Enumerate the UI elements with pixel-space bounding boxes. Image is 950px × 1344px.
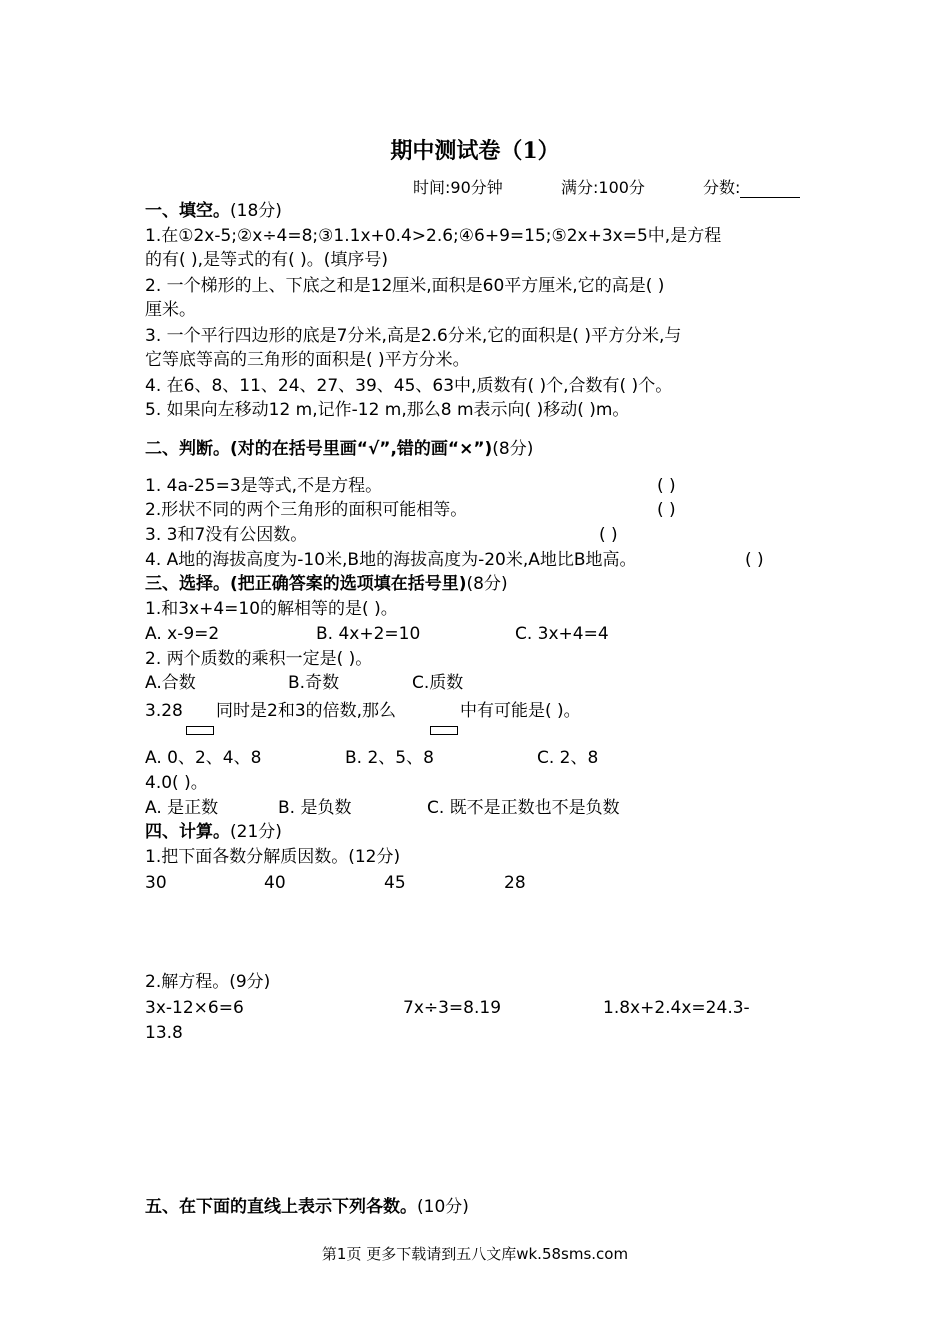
s1-q5: 5. 如果向左移动12 m,记作-12 m,那么8 m表示向( )移动( )m。 — [145, 400, 630, 420]
section2-heading — [145, 437, 533, 461]
s1-q3-line2: 它等底等高的三角形的面积是( )平方分米。 — [145, 350, 470, 370]
s3-q1: 1.和3x+4=10的解相等的是( )。 — [145, 599, 398, 619]
section4-points: (21分) — [230, 822, 282, 842]
s4-q2: 2.解方程。(9分) — [145, 972, 271, 992]
s3-q4-option-c: C. 既不是正数也不是负数 — [427, 798, 620, 818]
section1-points: (18分) — [230, 201, 282, 221]
s2-q2: 2.形状不同的两个三角形的面积可能相等。 — [145, 500, 468, 520]
s3-q3-part3: 中有可能是( )。 — [460, 701, 581, 721]
s3-q2-option-a: A.合数 — [145, 673, 196, 693]
equation-3: 1.8x+2.4x=24.3- — [603, 998, 750, 1018]
s2-q2-paren[interactable]: ( ) — [657, 500, 676, 520]
s1-q1-line2: 的有( ),是等式的有( )。(填序号) — [145, 250, 389, 270]
factor-number: 28 — [504, 873, 526, 893]
score-label: 分数: — [703, 178, 741, 197]
s3-q3-option-c: C. 2、8 — [537, 748, 599, 768]
section1-heading — [145, 199, 282, 223]
page-title: 期中测试卷（1） — [390, 138, 560, 164]
s3-q3-part1: 3.28 — [145, 701, 183, 721]
s3-q4-option-a: A. 是正数 — [145, 798, 219, 818]
s3-q1-option-c: C. 3x+4=4 — [515, 624, 609, 644]
s2-q4: 4. A地的海拔高度为-10米,B地的海拔高度为-20米,A地比B地高。 — [145, 550, 637, 570]
s1-q2-line1: 2. 一个梯形的上、下底之和是12厘米,面积是60平方厘米,它的高是( ) — [145, 276, 665, 296]
equation-1: 3x-12×6=6 — [145, 998, 244, 1018]
exam-time: 时间:90分钟 — [413, 178, 503, 197]
s3-q3-part2: 同时是2和3的倍数,那么 — [216, 701, 397, 721]
section3-heading — [145, 572, 508, 596]
s3-q2: 2. 两个质数的乘积一定是( )。 — [145, 649, 373, 669]
s3-q2-option-c: C.质数 — [412, 673, 464, 693]
section1-title: 一、填空。 — [145, 201, 230, 221]
s2-q3: 3. 3和7没有公因数。 — [145, 525, 308, 545]
s4-q1: 1.把下面各数分解质因数。(12分) — [145, 847, 401, 867]
s1-q2-line2: 厘米。 — [145, 300, 196, 320]
s1-q3-line1: 3. 一个平行四边形的底是7分米,高是2.6分米,它的面积是( )平方分米,与 — [145, 326, 682, 346]
blank-digit-box[interactable] — [186, 726, 214, 735]
section2-title: 二、判断。(对的在括号里画“√”,错的画“×”) — [145, 439, 493, 459]
s2-q1: 1. 4a-25=3是等式,不是方程。 — [145, 476, 383, 496]
s3-q3-option-b: B. 2、5、8 — [345, 748, 434, 768]
section3-title: 三、选择。(把正确答案的选项填在括号里) — [145, 574, 467, 594]
s3-q2-option-b: B.奇数 — [288, 673, 340, 693]
section5-heading — [145, 1195, 469, 1219]
s1-q4: 4. 在6、8、11、24、27、39、45、63中,质数有( )个,合数有( )个。 — [145, 376, 673, 396]
section4-heading — [145, 820, 282, 844]
blank-digit-box[interactable] — [430, 726, 458, 735]
s3-q4-option-b: B. 是负数 — [278, 798, 352, 818]
section3-points: (8分) — [466, 574, 508, 594]
s3-q1-option-b: B. 4x+2=10 — [316, 624, 421, 644]
s2-q3-paren[interactable]: ( ) — [599, 525, 618, 545]
equation-3-continued: 13.8 — [145, 1023, 183, 1043]
score-field — [703, 175, 800, 198]
page-footer: 第1页 更多下载请到五八文库wk.58sms.com — [321, 1245, 629, 1263]
score-blank[interactable] — [740, 180, 800, 198]
s1-q1-line1: 1.在①2x-5;②x÷4=8;③1.1x+0.4>2.6;④6+9=15;⑤2x+3x=5中,是方程 — [145, 226, 722, 246]
full-score: 满分:100分 — [561, 178, 645, 197]
s2-q1-paren[interactable]: ( ) — [657, 476, 676, 496]
s3-q4: 4.0( )。 — [145, 773, 208, 793]
section5-title: 五、在下面的直线上表示下列各数。 — [145, 1197, 417, 1217]
factor-number: 45 — [384, 873, 406, 893]
factor-number: 30 — [145, 873, 167, 893]
section5-points: (10分) — [417, 1197, 469, 1217]
s3-q1-option-a: A. x-9=2 — [145, 624, 220, 644]
section2-points: (8分) — [492, 439, 534, 459]
section4-title: 四、计算。 — [145, 822, 230, 842]
s2-q4-paren[interactable]: ( ) — [745, 550, 764, 570]
factor-number: 40 — [264, 873, 286, 893]
equation-2: 7x÷3=8.19 — [403, 998, 502, 1018]
s3-q3-option-a: A. 0、2、4、8 — [145, 748, 262, 768]
